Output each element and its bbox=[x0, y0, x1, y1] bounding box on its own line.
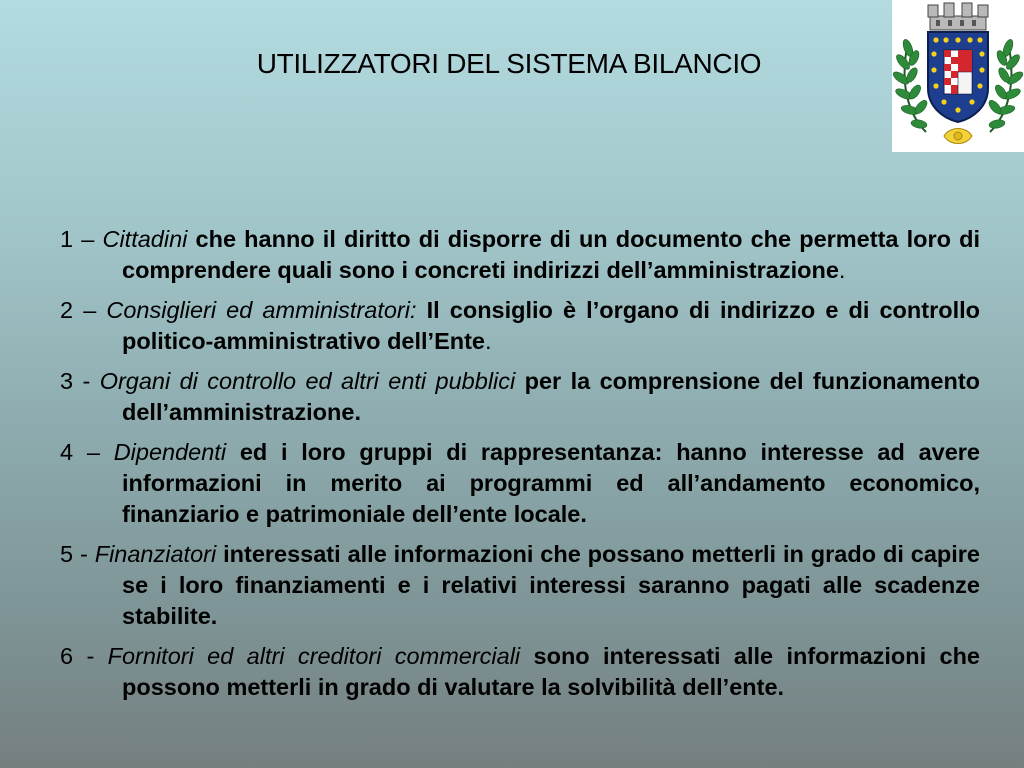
item-number: 6 bbox=[60, 643, 74, 669]
list-item bbox=[60, 437, 980, 530]
list-item bbox=[60, 295, 980, 357]
item-separator: – bbox=[86, 439, 100, 465]
item-term: Cittadini bbox=[102, 226, 188, 252]
list-item bbox=[60, 641, 980, 703]
item-term: Finanziatori bbox=[94, 541, 217, 567]
item-description: interessati alle informazioni che possano metterli in grado di capire se i loro finanziamenti e i relativi interessi saranno pagati alle scadenze stabilite. bbox=[122, 541, 980, 629]
coat-of-arms-icon bbox=[892, 0, 1024, 152]
item-number: 2 bbox=[60, 297, 74, 323]
list-item bbox=[60, 366, 980, 428]
item-description: ed i loro gruppi di rappresentanza: hanno interesse ad avere informazioni in merito ai programmi ed all’andamento economico, finanziario e patrimoniale dell’ente locale. bbox=[122, 439, 981, 527]
item-separator: - bbox=[86, 643, 95, 669]
item-separator: - bbox=[82, 368, 91, 394]
list-item bbox=[60, 539, 980, 632]
item-number: 5 bbox=[60, 541, 74, 567]
item-number: 3 bbox=[60, 368, 74, 394]
item-number: 1 bbox=[60, 226, 74, 252]
item-term: Fornitori ed altri creditori commerciali bbox=[107, 643, 521, 669]
list-item bbox=[60, 224, 980, 286]
item-term: Consiglieri ed amministratori: bbox=[106, 297, 417, 323]
item-number: 4 bbox=[60, 439, 74, 465]
item-end: . bbox=[838, 257, 846, 283]
item-description: Il consiglio è l’organo di indirizzo e di controllo politico-amministrativo dell’Ente bbox=[122, 297, 981, 354]
item-term: Organi di controllo ed altri enti pubblici bbox=[99, 368, 516, 394]
slide-title: UTILIZZATORI DEL SISTEMA BILANCIO bbox=[256, 48, 762, 79]
item-description: sono interessati alle informazioni che possono metterli in grado di valutare la solvibilità dell’ente. bbox=[122, 643, 980, 700]
item-term: Dipendenti bbox=[113, 439, 227, 465]
item-separator: – bbox=[83, 297, 97, 323]
item-description: per la comprensione del funzionamento dell’amministrazione. bbox=[122, 368, 981, 425]
users-list bbox=[60, 224, 980, 712]
item-end: . bbox=[485, 328, 492, 354]
item-separator: - bbox=[79, 541, 88, 567]
item-separator: – bbox=[81, 226, 95, 252]
item-description: che hanno il diritto di disporre di un documento che permetta loro di comprendere quali sono i concreti indirizzi dell’amministrazione bbox=[122, 226, 981, 283]
